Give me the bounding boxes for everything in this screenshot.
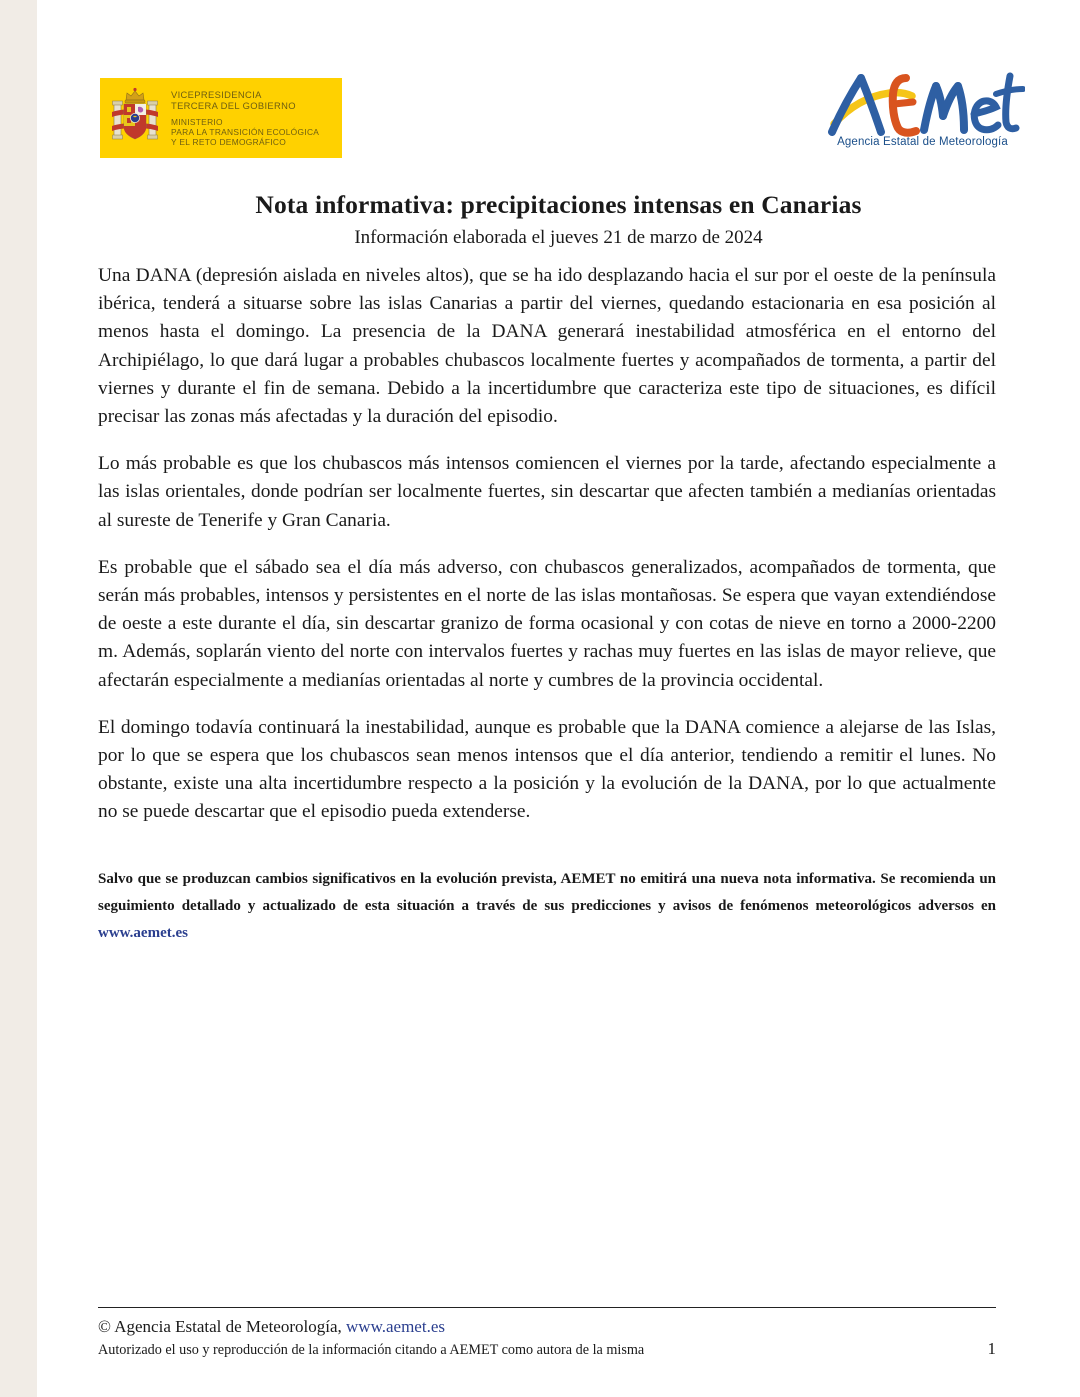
footer-disclaimer-line	[98, 1338, 996, 1361]
aemet-logo	[820, 62, 1025, 162]
title-block	[37, 190, 1080, 249]
footer-aemet-link[interactable]: www.aemet.es	[346, 1317, 445, 1336]
gob-line-2: TERCERA DEL GOBIERNO	[171, 99, 296, 111]
paragraph-3: Es probable que el sábado sea el día más adverso, con chubascos generalizados, acompañados de tormenta, que serán más probables, intensos y persistentes en el norte de las islas montañosas. Se espera que vayan extendiéndose de oeste a este durante el día, sin descartar granizo de forma ocasional y con cotas de nieve en torno a 2000-2200 m. Además, soplarán viento del norte con intervalos fuertes y rachas muy fuertes en las islas de mayor relieve, que afectarán especialmente a medianías orientadas al norte y cumbres de la provincia occidental.	[98, 556, 996, 691]
paragraph-2: Lo más probable es que los chubascos más intensos comiencen el viernes por la tarde, afectando especialmente a las islas orientales, donde podrían ser localmente fuertes, sin descartar que afecten también a medianías orientadas al sureste de Tenerife y Gran Canaria.	[98, 453, 996, 531]
aemet-website-link[interactable]: www.aemet.es	[98, 925, 188, 941]
closing-notice-text: Salvo que se produzcan cambios significativos en la evolución prevista, AEMET no emitirá una nueva nota informativa. Se recomienda un seguimiento detallado y actualizado de esta situación a través de sus predicciones y avisos de fenómenos meteorológicos adversos en	[98, 871, 996, 914]
closing-notice	[98, 866, 996, 947]
footer-copyright-text: Agencia Estatal de Meteorología,	[114, 1317, 342, 1336]
gob-line-1: VICEPRESIDENCIA	[171, 88, 262, 100]
page-title: Nota informativa: precipitaciones intensas en Canarias	[255, 190, 862, 219]
gobierno-logo-text	[171, 89, 319, 148]
paragraph-4: El domingo todavía continuará la inestabilidad, aunque es probable que la DANA comience a alejarse de las Islas, por lo que se espera que los chubascos sean menos intensos que el día anterior, tendiendo a remitir el lunes. No obstante, existe una alta incertidumbre respecto a la posición y la evolución de la DANA, por lo que actualmente no se puede descartar que el episodio pueda extenderse.	[98, 716, 996, 823]
footer-divider	[98, 1307, 996, 1308]
aemet-wordmark-icon	[820, 62, 1025, 140]
gob-line-4: PARA LA TRANSICIÓN ECOLÓGICA	[171, 126, 320, 137]
page-subtitle: Información elaborada el jueves 21 de marzo de 2024	[354, 227, 763, 248]
footer-copyright-line	[98, 1315, 996, 1338]
document-page	[37, 0, 1080, 1397]
copyright-icon: ©	[98, 1317, 111, 1336]
page-number: 1	[987, 1339, 996, 1358]
page-footer	[98, 1307, 996, 1361]
gobierno-de-espana-logo	[100, 78, 342, 158]
spain-coat-of-arms-icon	[110, 86, 160, 150]
scan-edge-strip	[0, 0, 37, 1397]
document-header	[37, 0, 1080, 170]
footer-disclaimer: Autorizado el uso y reproducción de la información citando a AEMET como autora de la misma	[98, 1342, 645, 1358]
paragraph-1: Una DANA (depresión aislada en niveles altos), que se ha ido desplazando hacia el sur por el oeste de la península ibérica, tenderá a situarse sobre las islas Canarias a partir del viernes, quedando estacionaria en esa posición al menos hasta el domingo. La presencia de la DANA generará inestabilidad atmosférica en el entorno del Archipiélago, lo que dará lugar a probables chubascos localmente fuertes y acompañados de tormenta, a partir del viernes y durante el fin de semana. Debido a la incertidumbre que caracteriza este tipo de situaciones, es difícil precisar las zonas más afectadas y la duración del episodio.	[98, 265, 996, 428]
aemet-tagline: Agencia Estatal de Meteorología	[837, 136, 1008, 148]
gob-line-5: Y EL RETO DEMOGRÁFICO	[171, 136, 287, 147]
gob-line-3: MINISTERIO	[171, 116, 223, 127]
document-body	[98, 262, 996, 827]
